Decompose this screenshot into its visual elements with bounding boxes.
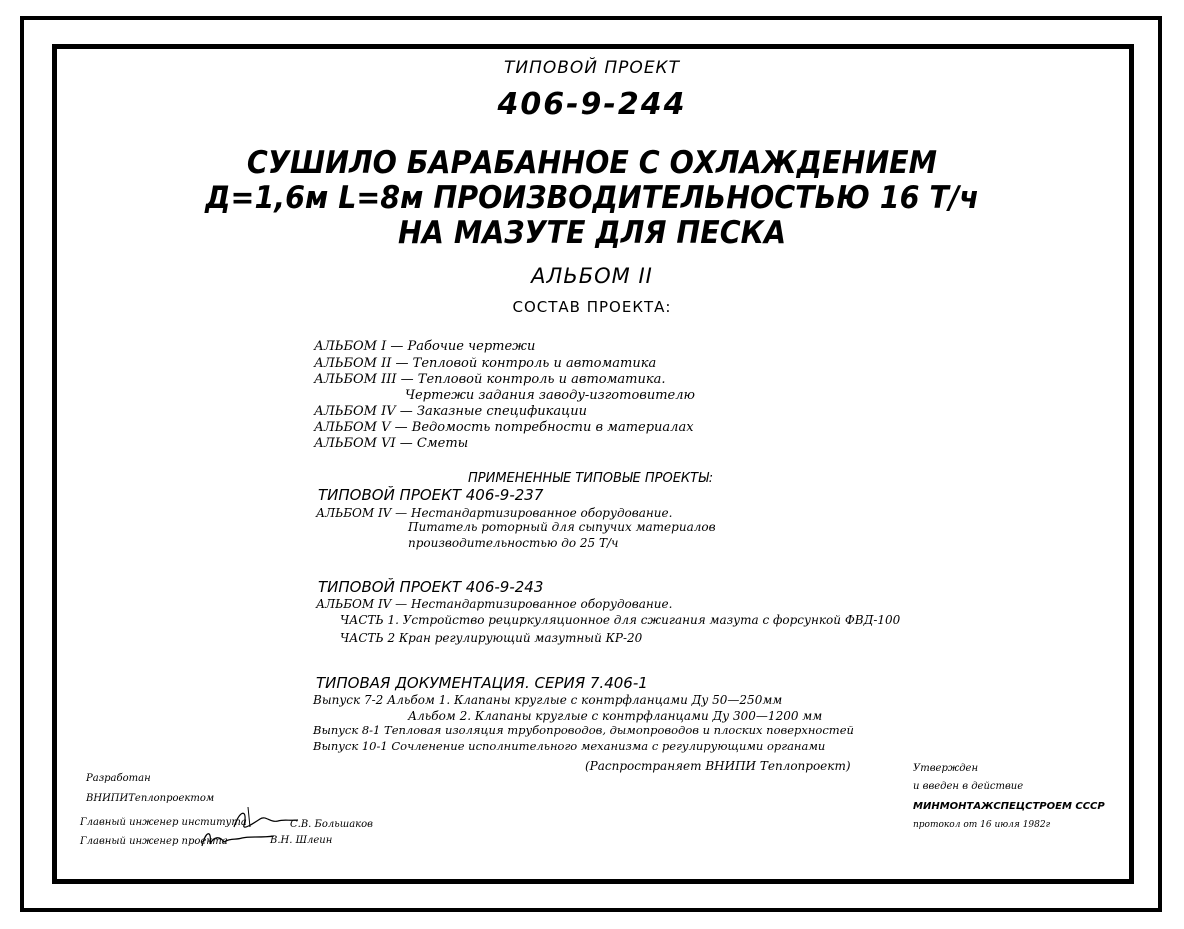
title-line-2: Д=1,6м L=8м ПРОИЗВОДИТЕЛЬНОСТЬЮ 16 Т/ч [205,180,979,216]
approval-line-1: Утвержден [913,763,979,774]
approval-protocol: протокол от 16 июля 1982г [913,820,1051,830]
project2-line-2: ЧАСТЬ 1. Устройство рециркуляционное для сжигания мазута с форсункой ФВД-100 [340,613,901,627]
composition-item-3-cont: Чертежи задания заводу-изготовителю [405,388,695,403]
developer-label: Разработан [86,773,151,784]
chief-project-label: Главный инженер проекта [80,836,228,847]
docs-line-1: Выпуск 7-2 Альбом 1. Клапаны круглые с контрфланцами Ду 50—250мм [313,693,783,707]
project-number: 406-9-244 [497,87,687,122]
approval-org: МИНМОНТАЖСПЕЦСТРОЕМ СССР [913,801,1105,812]
project1-title: ТИПОВОЙ ПРОЕКТ 406-9-237 [318,486,544,504]
applied-heading: ПРИМЕНЕННЫЕ ТИПОВЫЕ ПРОЕКТЫ: [468,471,714,486]
project2-line-3: ЧАСТЬ 2 Кран регулирующий мазутный КР-20 [340,631,643,645]
project1-line-2: Питатель роторный для сыпучих материалов [408,520,716,534]
project1-line-1: АЛЬБОМ IV — Нестандартизированное оборудование. [316,506,673,520]
project1-line-3: производительностью до 25 Т/ч [408,536,619,550]
docs-line-4: Выпуск 10-1 Сочленение исполнительного механизма с регулирующими органами [313,739,826,753]
docs-line-2: Альбом 2. Клапаны круглые с контрфланцами Ду 300—1200 мм [408,709,823,723]
chief-project-name: В.Н. Шлеин [270,835,333,846]
title-line-1: СУШИЛО БАРАБАННОЕ С ОХЛАЖДЕНИЕМ [246,145,938,181]
chief-institute-label: Главный инженер института [80,817,247,828]
composition-item-1: АЛЬБОМ I — Рабочие чертежи [314,339,536,354]
approval-line-2: и введен в действие [913,781,1024,792]
developer-org: ВНИПИТеплопроектом [86,793,215,804]
title-line-3: НА МАЗУТЕ ДЛЯ ПЕСКА [397,215,787,251]
composition-item-3: АЛЬБОМ III — Тепловой контроль и автоматика. [314,372,666,387]
composition-item-5: АЛЬБОМ V — Ведомость потребности в материалах [314,420,694,435]
chief-institute-name: С.В. Большаков [290,819,373,830]
composition-item-2: АЛЬБОМ II — Тепловой контроль и автоматика [314,356,657,371]
album-label: АЛЬБОМ II [531,264,653,288]
docs-line-3: Выпуск 8-1 Тепловая изоляция трубопроводов, дымопроводов и плоских поверхностей [313,723,854,737]
composition-heading: СОСТАВ ПРОЕКТА: [512,298,672,316]
project2-line-1: АЛЬБОМ IV — Нестандартизированное оборудование. [316,597,673,611]
composition-item-4: АЛЬБОМ IV — Заказные спецификации [314,404,587,419]
composition-item-6: АЛЬБОМ VI — Сметы [314,436,469,451]
docs-title: ТИПОВАЯ ДОКУМЕНТАЦИЯ. СЕРИЯ 7.406-1 [316,674,648,692]
distribution-note: (Распространяет ВНИПИ Теплопроект) [585,759,851,773]
signature-project [198,826,278,850]
project2-title: ТИПОВОЙ ПРОЕКТ 406-9-243 [318,578,544,596]
header-label: ТИПОВОЙ ПРОЕКТ [503,58,681,78]
